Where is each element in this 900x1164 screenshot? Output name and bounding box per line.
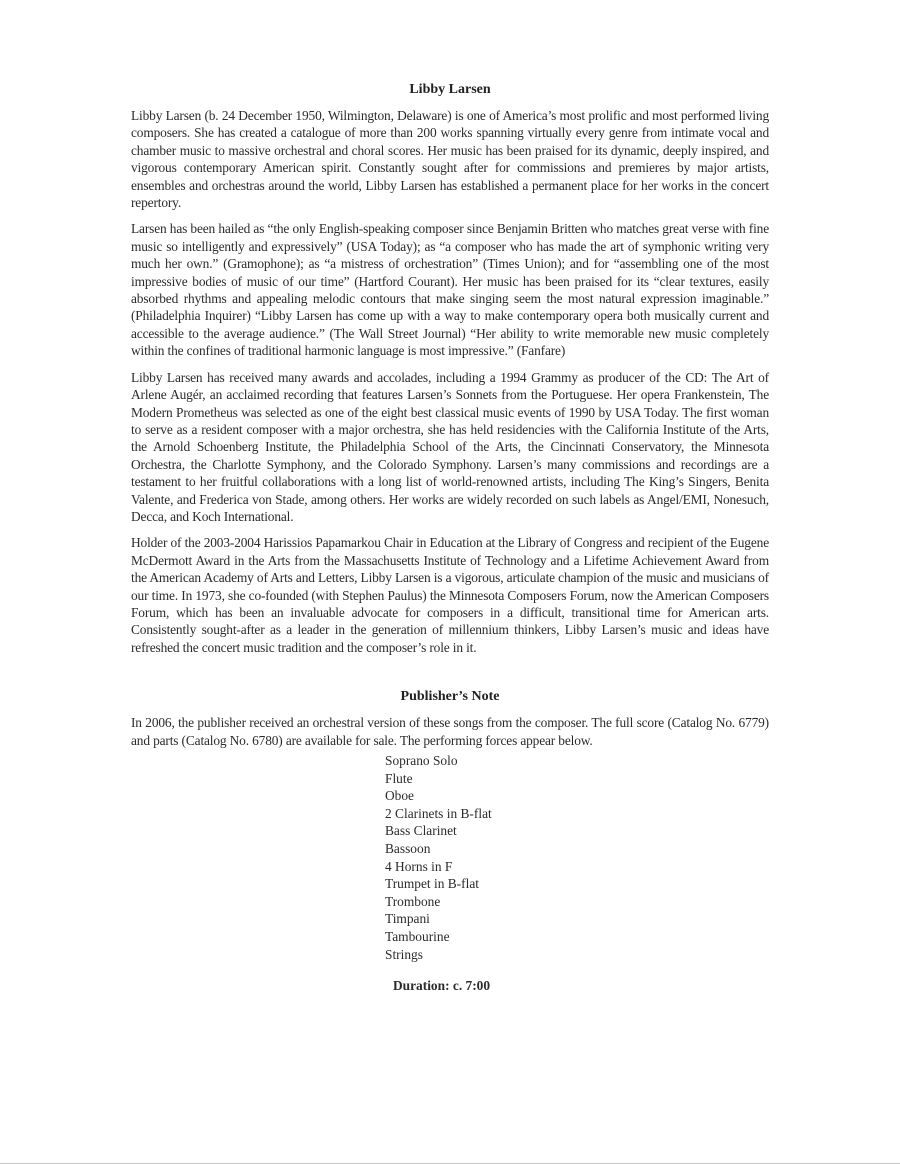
instrument-item: Flute	[385, 770, 413, 786]
page-content	[131, 81, 769, 994]
instrument-item: Trumpet in B-flat	[385, 876, 479, 892]
instrument-item: Strings	[385, 946, 423, 962]
instrument-item: Tambourine	[385, 928, 450, 944]
bio-paragraph-4: Holder of the 2003-2004 Harissios Papamarkou Chair in Education at the Library of Congress and recipient of the Eugene McDermott Award in the Arts from the Massachusetts Institute of Technology and a Lifetime Achievement Award from the American Academy of Arts and Letters, Libby Larsen is a vigorous, articulate champion of the music and musicians of our time. In 1973, she co-founded (with Stephen Paulus) the Minnesota Composers Forum, now the American Composers Forum, which has been an invaluable advocate for composers in a difficult, transitional time for American arts. Consistently sought-after as a leader in the generation of millennium thinkers, Libby Larsen’s music and ideas have refreshed the concert music tradition and the composer’s role in it.	[131, 535, 769, 655]
instrument-item: Timpani	[385, 911, 430, 927]
instrument-item: Soprano Solo	[385, 753, 458, 768]
instrument-item: Trombone	[385, 893, 441, 909]
publisher-note-text: In 2006, the publisher received an orchestral version of these songs from the composer. The full score (Catalog No. 6779) and parts (Catalog No. 6780) are available for sale. The performing forces appear below.	[131, 715, 769, 748]
instrument-item: 2 Clarinets in B-flat	[385, 805, 492, 821]
bio-paragraph-1: Libby Larsen (b. 24 December 1950, Wilmington, Delaware) is one of America’s most prolific and most performed living composers. She has created a catalogue of more than 200 works spanning virtually every genre from intimate vocal and chamber music to massive orchestral and choral scores. Her music has been praised for its dynamic, deeply inspired, and vigorous contemporary American spirit. Constantly sought after for commissions and premieres by major artists, ensembles and orchestras around the world, Libby Larsen has established a permanent place for her works in the concert repertory.	[131, 108, 769, 211]
bio-paragraph-3: Libby Larsen has received many awards and accolades, including a 1994 Grammy as producer of the CD: The Art of Arlene Augér, an acclaimed recording that features Larsen’s Sonnets from the Portuguese. Her opera Frankenstein, The Modern Prometheus was selected as one of the eight best classical music events of 1990 by USA Today. The first woman to serve as a resident composer with a major orchestra, she has held residencies with the California Institute of the Arts, the Arnold Schoenberg Institute, the Philadelphia School of the Arts, the Cincinnati Conservatory, the Minnesota Orchestra, the Charlotte Symphony, and the Colorado Symphony. Larsen’s many commissions and recordings are a testament to her fruitful collaborations with a long list of world-renowned artists, including The King’s Singers, Benita Valente, and Frederica von Stade, among others. Her works are widely recorded on such labels as Angel/EMI, Nonesuch, Decca, and Koch International.	[131, 369, 769, 524]
instrument-item: Bass Clarinet	[385, 823, 457, 839]
instrument-list	[385, 752, 769, 963]
instrument-item: 4 Horns in F	[385, 858, 453, 874]
bio-paragraph-2: Larsen has been hailed as “the only English-speaking composer since Benjamin Britten who matches great verse with fine music so intelligently and expressively” (USA Today); as “a composer who has made the art of symphonic writing very much her own.” (Gramophone); as “a mistress of orchestration” (Times Union); and for “assembling one of the most impressive bodies of music of our time” (Hartford Courant). Her music has been praised for its “clear textures, easily absorbed rhythms and appealing melodic contours that make singing seem the most natural expression imaginable.” (Philadelphia Inquirer) “Libby Larsen has come up with a way to make contemporary opera both musically current and accessible to the average audience.” (The Wall Street Journal) “Her ability to write memorable new music completely within the confines of traditional harmonic language is most impressive.” (Fanfare)	[131, 221, 769, 359]
bio-title: Libby Larsen	[409, 82, 491, 97]
instrument-item: Bassoon	[385, 840, 431, 856]
publisher-note-title: Publisher’s Note	[400, 689, 500, 705]
instrument-item: Oboe	[385, 788, 415, 804]
duration-label: Duration: c. 7:00	[393, 978, 491, 994]
